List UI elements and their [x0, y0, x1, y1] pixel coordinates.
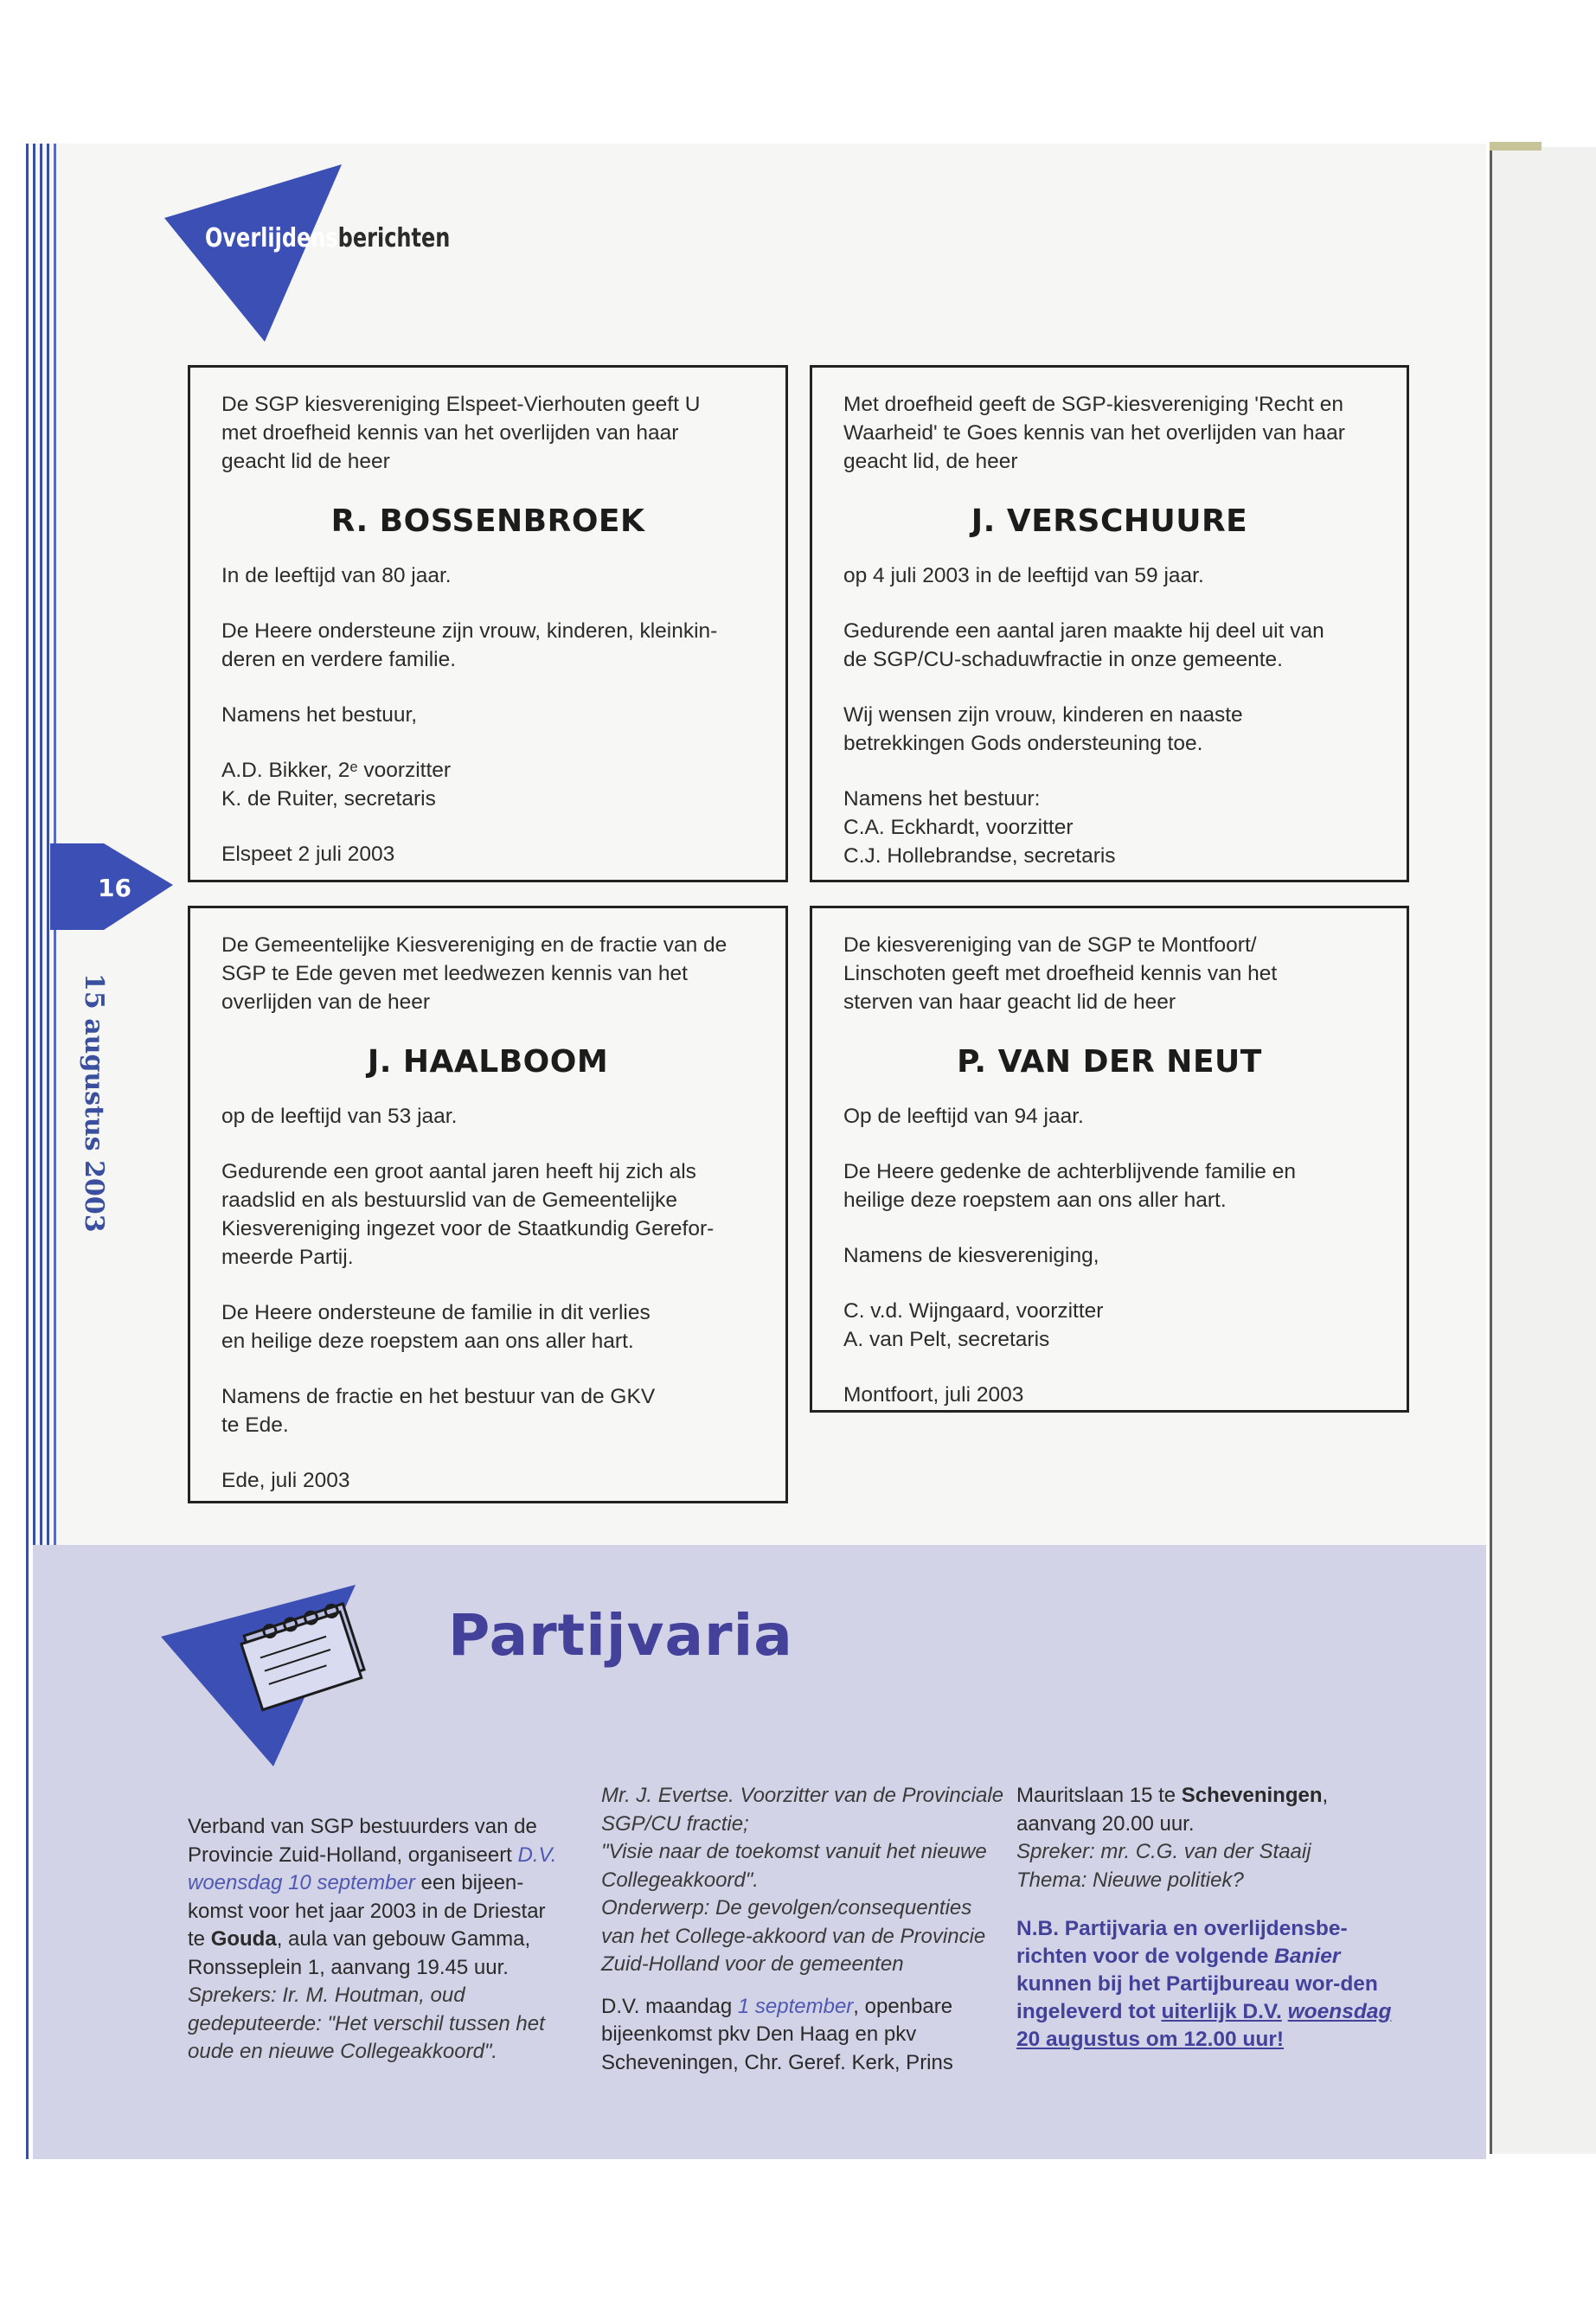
section-title-part1: Overlijdens [205, 223, 338, 253]
page-edge [26, 144, 29, 2159]
notice-age: op de leeftijd van 53 jaar. [221, 1105, 458, 1128]
speech-title: "Visie naar de toekomst vanuit het nieuwe Collegeakkoord". [601, 1840, 987, 1892]
text-run: , aanvang 20.00 uur. [1016, 1784, 1329, 1836]
page-number: 16 [98, 874, 131, 902]
notice-age: op 4 juli 2003 in de leeftijd van 59 jaar. [843, 564, 1204, 587]
notice-age: In de leeftijd van 80 jaar. [221, 564, 452, 587]
deceased-name: J. HAALBOOM [367, 1044, 609, 1080]
notice-signers: Namens het bestuur: C.A. Eckhardt, voorzitter C.J. Hollebrandse, secretaris [843, 787, 1116, 868]
topic-text: Onderwerp: De gevolgen/consequenties van het College-akkoord van de Provincie Zuid-Holland voor de gemeenten [601, 1896, 986, 1976]
text-run: woensdag [1287, 2000, 1392, 2023]
text-run: D.V. maandag [601, 1994, 738, 2018]
notice-signers: A.D. Bikker, 2ᵉ voorzitter K. de Ruiter, secretaris [221, 759, 452, 811]
text-run: 20 augustus om 12.00 uur! [1016, 2028, 1285, 2051]
notice-text: Gedurende een aantal jaren maakte hij deel uit van de SGP/CU-schaduwfractie in onze gemeente. [843, 619, 1324, 671]
notice-text: De Heere ondersteune zijn vrouw, kinderen, kleinkin- deren en verdere familie. [221, 619, 718, 671]
notice-text: Namens de kiesvereniging, [843, 1244, 1099, 1267]
adjacent-page-edge [1490, 142, 1542, 151]
issue-date: 15 augustus 2003 [79, 973, 109, 1233]
deceased-name: P. VAN DER NEUT [957, 1044, 1262, 1080]
text-run: een bijeen-komst voor het jaar 2003 in de Driestar te [188, 1871, 546, 1951]
partijvaria-title: Partijvaria [448, 1602, 793, 1669]
speakers-text: Sprekers: Ir. M. Houtman, oud gedeputeerde: "Het verschil tussen het oude en nieuwe Collegeakkoord". [188, 1984, 545, 2063]
event-city: Scheveningen [1181, 1784, 1323, 1807]
notice-text: De Heere gedenke de achterblijvende familie en heilige deze roepstem aan ons aller hart. [843, 1160, 1296, 1212]
notice-intro: De SGP kiesvereniging Elspeet-Vierhouten geeft U met droefheid kennis van het overlijden van haar geacht lid de heer [221, 393, 701, 473]
text-run: Mauritslaan 15 te [1016, 1784, 1182, 1807]
text-run: , openbare bijeenkomst pkv Den Haag en pkv Scheveningen, Chr. Geref. Kerk, Prins [601, 1994, 953, 2074]
text-run: , aula van gebouw Gamma, Ronsseplein 1, aanvang 19.45 uur. [188, 1927, 531, 1979]
event-date: 1 september [737, 1994, 854, 2018]
announcement-text [188, 1813, 568, 1982]
notice-place-date: Elspeet 2 juli 2003 [221, 843, 395, 866]
event-date: D.V. woensdag 10 september [188, 1843, 557, 1894]
section-title-part2: berichten [337, 223, 451, 253]
text-run: N.B. Partijvaria en overlijdensbe-richten voor de volgende [1016, 1917, 1348, 1968]
notice-intro: De Gemeentelijke Kiesvereniging en de fractie van de SGP te Ede geven met leedwezen kennis van het overlijden van de heer [221, 933, 727, 1014]
adjacent-page [1490, 147, 1596, 2154]
partijvaria-column [601, 1782, 1008, 2077]
notice-signers: C. v.d. Wijngaard, voorzitter A. van Pelt, secretaris [843, 1299, 1104, 1351]
notice-text: Wij wensen zijn vrouw, kinderen en naaste betrekkingen Gods ondersteuning toe. [843, 703, 1243, 755]
section-triangle-icon [164, 164, 355, 346]
deadline-note [1016, 1915, 1406, 2054]
notice-place-date: Ede, juli 2003 [221, 1469, 350, 1492]
notebook-icon [161, 1585, 420, 1775]
obituary-notice [810, 365, 1409, 882]
theme-text: Thema: Nieuwe politiek? [1016, 1868, 1244, 1892]
speaker-text: Spreker: mr. C.G. van der Staaij [1016, 1840, 1311, 1863]
event-city: Gouda [210, 1927, 277, 1951]
notice-text: Namens het bestuur, [221, 703, 418, 727]
obituary-notice [810, 906, 1409, 1413]
announcement-text [601, 1993, 1008, 2078]
text-run [1282, 2000, 1288, 2023]
deceased-name: R. BOSSENBROEK [330, 503, 645, 539]
speaker-text: Mr. J. Evertse. Voorzitter van de Provinciale SGP/CU fractie; [601, 1784, 1004, 1836]
notice-text: De Heere ondersteune de familie in dit verlies en heilige deze roepstem aan ons aller hart. [221, 1301, 651, 1353]
obituary-notice [188, 906, 788, 1503]
section-title [205, 223, 450, 253]
notice-intro: De kiesvereniging van de SGP te Montfoort/ Linschoten geeft met droefheid kennis van het sterven van haar geacht lid de heer [843, 933, 1278, 1014]
notice-text: Gedurende een groot aantal jaren heeft hij zich als raadslid en als bestuurslid van de Gemeentelijke Kiesvereniging ingezet voor de Staatkundig Gerefor- meerde Partij. [221, 1160, 715, 1269]
notice-intro: Met droefheid geeft de SGP-kiesvereniging 'Recht en Waarheid' te Goes kennis van het overlijden van haar geacht lid, de heer [843, 393, 1345, 473]
partijvaria-column [1016, 1782, 1406, 2054]
announcement-text [1016, 1782, 1406, 1838]
obituary-notice [188, 365, 788, 882]
partijvaria-column [188, 1813, 568, 2067]
text-run: Verband van SGP bestuurders van de Provincie Zuid-Holland, organiseert [188, 1815, 537, 1867]
text-run: uiterlijk D.V. [1161, 2000, 1282, 2023]
text-run: Banier [1274, 1945, 1341, 1968]
notice-text: Namens de fractie en het bestuur van de GKV te Ede. [221, 1385, 656, 1437]
notice-place-date: Montfoort, juli 2003 [843, 1383, 1024, 1407]
text-run: kunnen bij het Partijbureau wor-den ingeleverd tot [1016, 1972, 1378, 2023]
deceased-name: J. VERSCHUURE [971, 503, 1248, 539]
notice-age: Op de leeftijd van 94 jaar. [843, 1105, 1084, 1128]
